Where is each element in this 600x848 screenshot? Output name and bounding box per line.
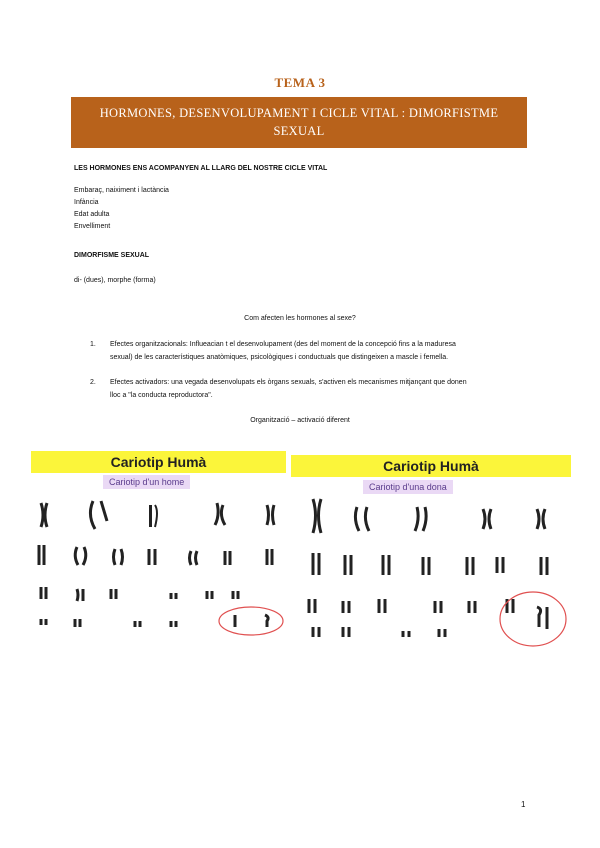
life-stage-item: Infància — [74, 199, 99, 206]
summary-text: Organització – activació diferent — [250, 417, 350, 424]
life-stage-item: Embaraç, naiximent i lactància — [74, 187, 169, 194]
karyotype-male — [31, 451, 286, 651]
chromosome-pairs-image — [31, 491, 286, 651]
effect-number: 1. — [90, 341, 96, 348]
karyotype-title: Cariotip Humà — [291, 455, 571, 477]
effect-text-line: sexual) de les característiques anatòmiques, psicològiques i conductuals que distingeixen a mascle i femella. — [110, 354, 449, 361]
etymology-text: di- (dues), morphe (forma) — [74, 277, 156, 284]
effect-number: 2. — [90, 379, 96, 386]
effect-item-2 — [90, 376, 530, 402]
karyotype-subtitle: Cariotip d'un home — [103, 475, 190, 489]
section-heading-dimorphism: DIMORFISME SEXUAL — [74, 252, 150, 259]
title-line-1: HORMONES, DESENVOLUPAMENT I CICLE VITAL : DIMORFISTME — [99, 106, 499, 120]
page-number: 1 — [521, 800, 526, 809]
topic-number: TEMA 3 — [274, 75, 326, 90]
title-banner — [71, 97, 527, 148]
effect-item-1 — [90, 338, 530, 364]
karyotype-female — [291, 455, 571, 665]
section-heading-life-cycle: LES HORMONES ENS ACOMPANYEN AL LLARG DEL NOSTRE CICLE VITAL — [74, 165, 328, 172]
karyotype-subtitle: Cariotip d'una dona — [363, 480, 453, 494]
effect-text-line: lloc a "la conducta reproductora". — [110, 392, 213, 399]
effect-text-line: Efectes activadors: una vegada desenvolupats els òrgans sexuals, s'activen els mecanismes mitjançant que donen — [110, 379, 467, 386]
sex-chromosome-circle — [219, 607, 283, 635]
sex-chromosome-circle — [500, 592, 566, 646]
life-stage-item: Edat adulta — [74, 211, 110, 218]
effect-text-line: Efectes organitzacionals: Influeacian t el desenvolupament (des del moment de la concepció fins a la maduresa — [110, 341, 456, 348]
title-line-2: SEXUAL — [273, 124, 325, 138]
question-text: Com afecten les hormones al sexe? — [244, 315, 356, 322]
chromosome-pairs-image — [291, 495, 571, 665]
life-stage-item: Envelliment — [74, 223, 111, 230]
karyotype-title: Cariotip Humà — [31, 451, 286, 473]
